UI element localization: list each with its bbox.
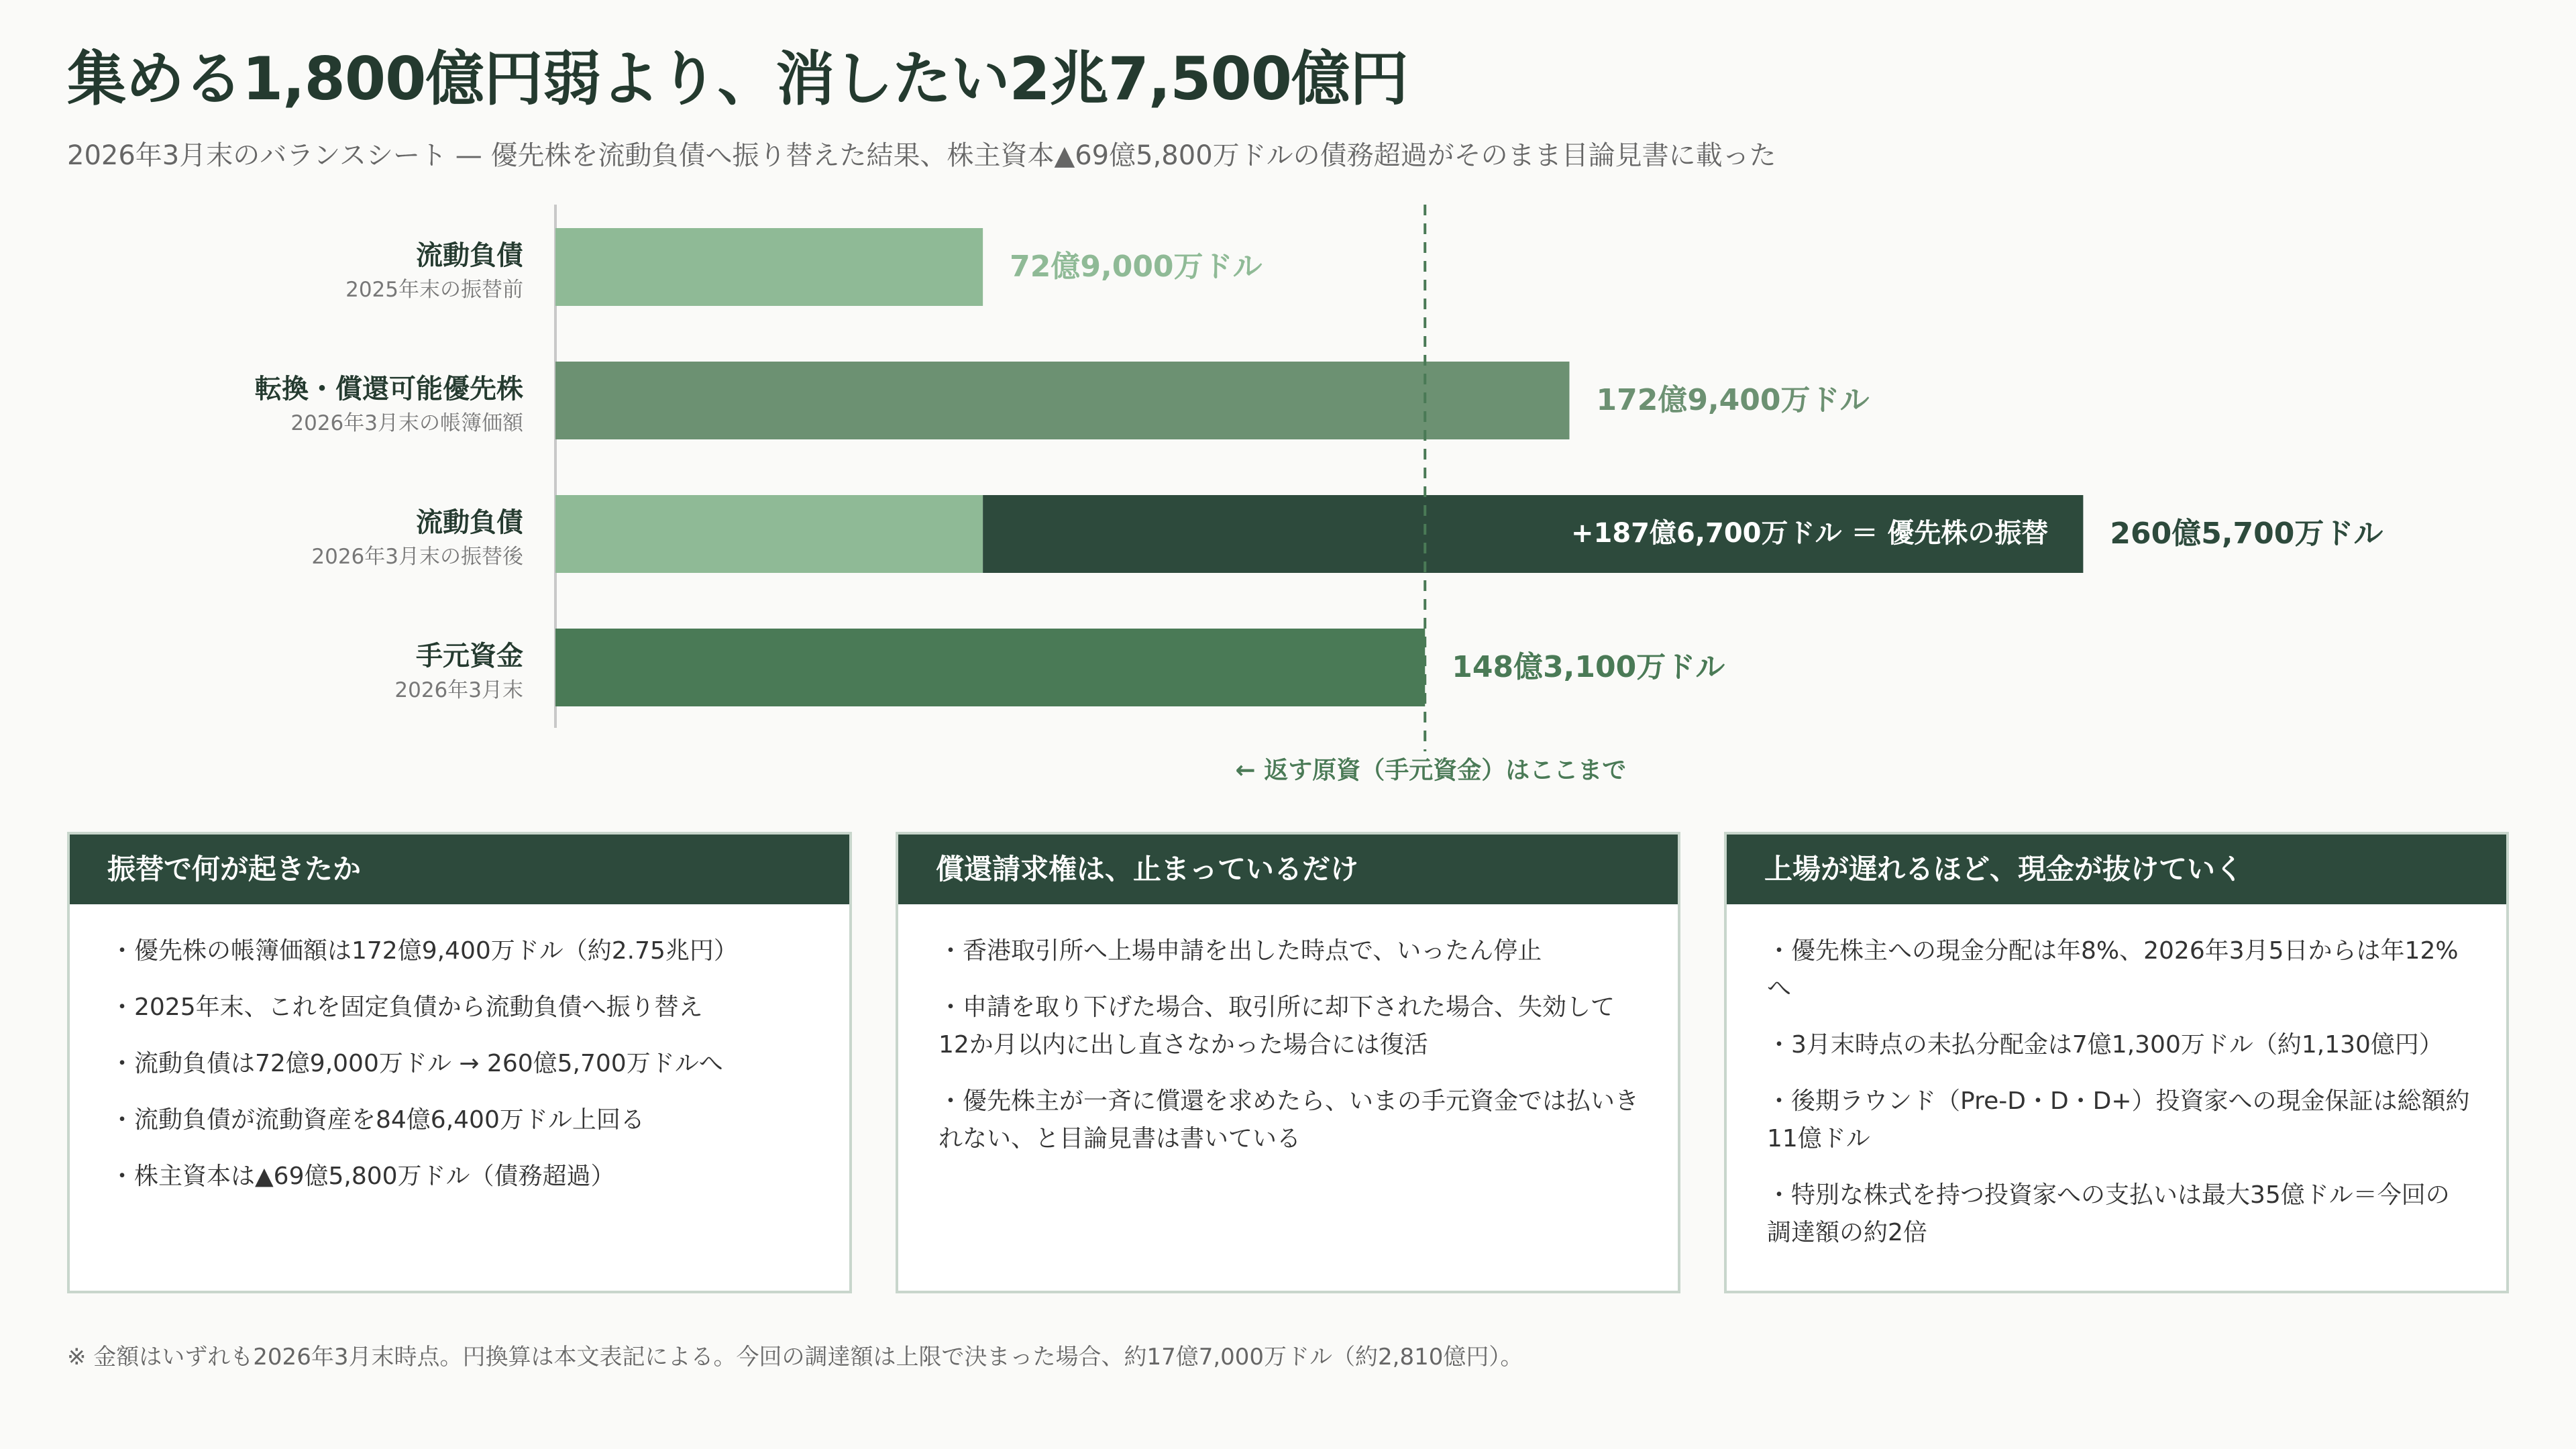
bullet-item: ・流動負債は72億9,000万ドル → 260億5,700万ドルへ — [110, 1050, 723, 1077]
bullet-item: ・特別な株式を持つ投資家への支払いは最大35億ドル＝今回の調達額の約2倍 — [1767, 1181, 2450, 1246]
bullet-item: ・3月末時点の未払分配金は7億1,300万ドル（約1,130億円） — [1767, 1031, 2443, 1059]
card-body — [1727, 904, 2506, 1252]
summary-cards — [67, 832, 2509, 1293]
bullet-item: ・2025年末、これを固定負債から流動負債へ振り替え — [110, 994, 703, 1021]
footnote: ※ 金額はいずれも2026年3月末時点。円換算は本文表記による。今回の調達額は上限で決まった場合、約17億7,000万ドル（約2,810億円）。 — [67, 1344, 1523, 1371]
bullet-item: ・優先株主が一斉に償還を求めたら、いまの手元資金では払いきれない、と目論見書は書いている — [938, 1087, 1640, 1152]
page-subtitle: 2026年3月末のバランスシート — 優先株を流動負債へ振り替えた結果、株主資本▲69億5,800万ドルの債務超過がそのまま目論見書に載った — [67, 140, 1776, 171]
bullet-item: ・申請を取り下げた場合、取引所に却下された場合、失効して12か月以内に出し直さなかった場合には復活 — [938, 994, 1615, 1059]
bullet-item: ・優先株の帳簿価額は172億9,400万ドル（約2.75兆円） — [110, 937, 738, 965]
bullet-item: ・香港取引所へ上場申請を出した時点で、いったん停止 — [938, 937, 1542, 965]
category-label: 転換・償還可能優先株 — [255, 374, 523, 405]
bar-value-label: 148億3,100万ドル — [1452, 650, 1725, 684]
card-redemption — [896, 832, 1680, 1293]
bullet-item: ・流動負債が流動資産を84億6,400万ドル上回る — [110, 1106, 645, 1134]
bullet-item: ・後期ラウンド（Pre-D・D・D+）投資家への現金保証は総額約11億ドル — [1767, 1087, 2470, 1152]
bar — [555, 629, 1425, 706]
bullet-item: ・優先株主への現金分配は年8%、2026年3月5日からは年12%へ — [1767, 937, 2459, 1002]
category-label: 流動負債 — [416, 507, 523, 538]
card-cash-outflow — [1724, 832, 2509, 1293]
card-transfer — [67, 832, 852, 1293]
bar-value-label: 172億9,400万ドル — [1596, 383, 1870, 417]
category-label: 流動負債 — [416, 240, 523, 271]
card-title: 振替で何が起きたか — [70, 835, 849, 904]
card-body — [70, 904, 849, 1195]
reference-line-label: ← 返す原資（手元資金）はここまで — [1235, 757, 1627, 784]
bar-value-label: 72億9,000万ドル — [1010, 250, 1263, 284]
category-sublabel: 2026年3月末の振替後 — [311, 545, 523, 569]
bullet-item: ・株主資本は▲69億5,800万ドル（債務超過） — [110, 1163, 615, 1190]
card-title: 償還請求権は、止まっているだけ — [898, 835, 1678, 904]
category-sublabel: 2026年3月末の帳簿価額 — [290, 411, 523, 435]
bar-value-label: 260億5,700万ドル — [2110, 517, 2383, 551]
category-sublabel: 2025年末の振替前 — [345, 278, 523, 302]
category-label: 手元資金 — [416, 641, 523, 672]
bar-inner-label: +187億6,700万ドル ＝ 優先株の振替 — [1570, 518, 2049, 549]
page-title: 集める1,800億円弱より、消したい2兆7,500億円 — [67, 44, 1408, 113]
balance-sheet-bar-chart — [0, 195, 2576, 812]
bar — [555, 362, 1569, 439]
bar-segment-before — [555, 495, 983, 573]
card-title: 上場が遅れるほど、現金が抜けていく — [1727, 835, 2506, 904]
card-body — [898, 904, 1678, 1158]
category-sublabel: 2026年3月末 — [394, 678, 523, 702]
bar — [555, 228, 983, 306]
